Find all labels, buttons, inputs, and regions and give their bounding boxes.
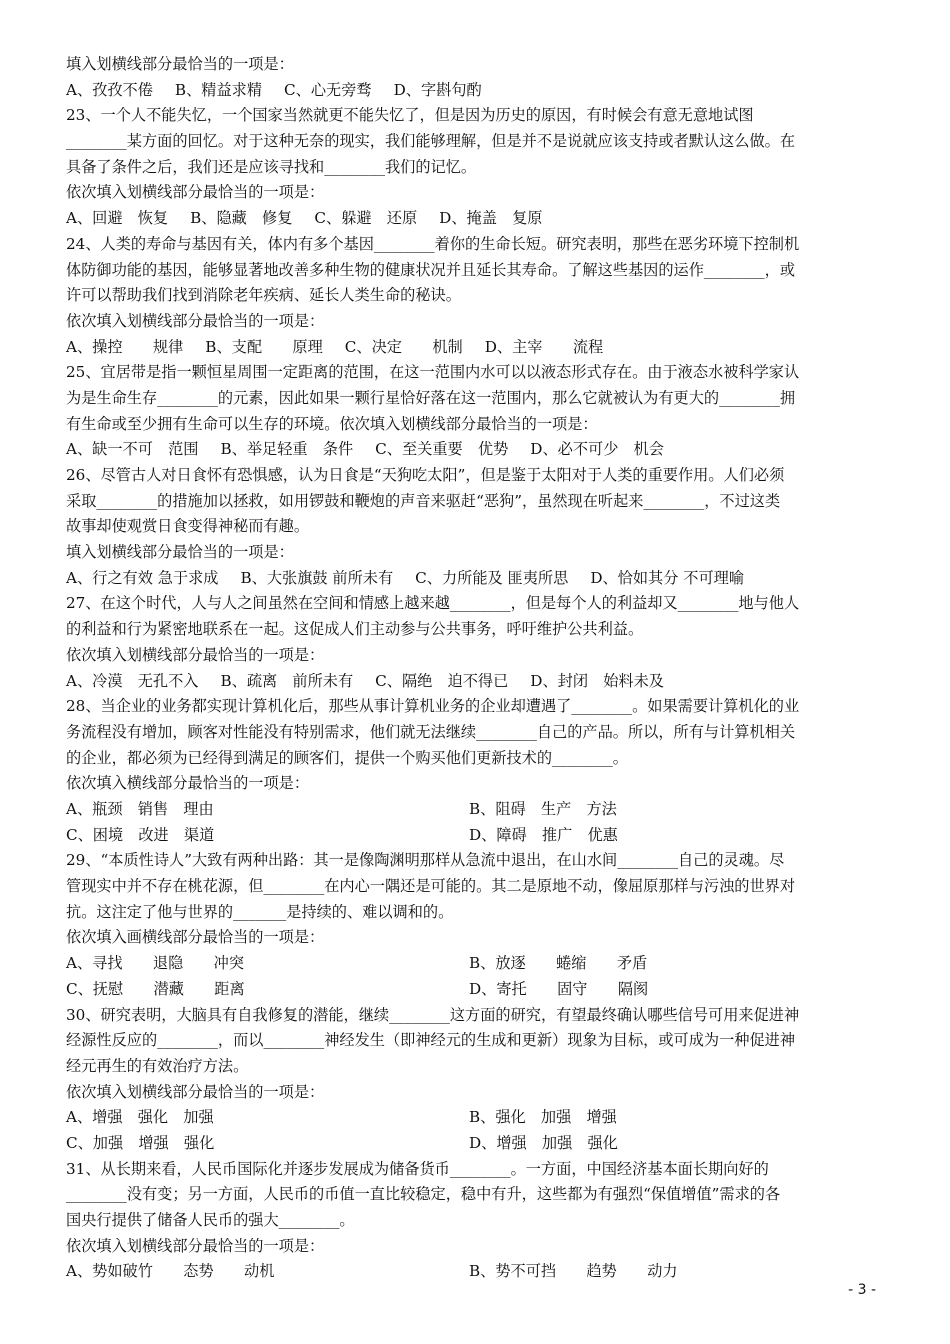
question-text-line: 采取________的措施加以拯救，如用锣鼓和鞭炮的声音来驱赶“恶狗”，虽然现在听起来________，不过这类 bbox=[66, 491, 781, 510]
question-text-line: 故事却使观赏日食变得神秘而有趣。 bbox=[66, 517, 309, 536]
question-block bbox=[66, 848, 878, 1002]
answer-options bbox=[66, 78, 878, 104]
question-text-line: 27、在这个时代，人与人之间虽然在空间和情感上越来越________，但是每个人的利益却又________地与他人 bbox=[66, 594, 800, 613]
answer-option: B、放逐 蜷缩 矛盾 bbox=[469, 954, 648, 973]
answer-option: A、孜孜不倦 bbox=[66, 80, 153, 99]
question-text-line: 依次填入划横线部分最恰当的一项是： bbox=[66, 183, 325, 202]
answer-option: B、强化 加强 增强 bbox=[469, 1108, 617, 1127]
answer-option: D、必不可少 机会 bbox=[530, 440, 664, 459]
question-block bbox=[66, 360, 878, 463]
question-text-line: 许可以帮助我们找到消除老年疾病、延长人类生命的秘诀。 bbox=[66, 286, 461, 305]
question-block bbox=[66, 591, 878, 694]
answer-options bbox=[66, 1105, 878, 1156]
answer-option: D、封闭 始料未及 bbox=[530, 671, 664, 690]
answer-option: D、掩盖 复原 bbox=[439, 209, 543, 228]
answer-option: B、大张旗鼓 前所未有 bbox=[240, 568, 394, 587]
question-text-line: 抗。这注定了他与世界的_______是持续的、难以调和的。 bbox=[66, 902, 454, 921]
question-text-line: 依次填入划横线部分最恰当的一项是： bbox=[66, 645, 325, 664]
answer-option: B、举足轻重 条件 bbox=[220, 440, 354, 459]
question-text-line: 具备了条件之后，我们还是应该寻找和________我们的记忆。 bbox=[66, 157, 477, 176]
question-text-line: 务流程没有增加，顾客对性能没有特别需求，他们就无法继续________自己的产品。所以，所有与计算机相关 bbox=[66, 722, 795, 741]
question-text-line: 经元再生的有效治疗方法。 bbox=[66, 1056, 249, 1075]
answer-option: C、困境 改进 渠道 bbox=[66, 825, 215, 844]
answer-option: A、缺一不可 范围 bbox=[66, 440, 199, 459]
answer-option: C、隔绝 迫不得已 bbox=[375, 671, 509, 690]
question-text-line: 28、当企业的业务都实现计算机化后，那些从事计算机业务的企业却遭遇了________。如果需要计算机化的业 bbox=[66, 697, 800, 716]
answer-options bbox=[66, 669, 878, 695]
document-body bbox=[66, 52, 878, 1285]
answer-options bbox=[66, 566, 878, 592]
question-text-line: 24、人类的寿命与基因有关，体内有多个基因________着你的生命长短。研究表明，那些在恶劣环境下控制机 bbox=[66, 234, 800, 253]
question-block bbox=[66, 103, 878, 231]
question-text-line: 经源性反应的________，而以________神经发生（即神经元的生成和更新）现象为目标，或可成为一种促进神 bbox=[66, 1031, 795, 1050]
answer-option: C、决定 机制 bbox=[344, 337, 463, 356]
question-text-line: ________某方面的回忆。对于这种无奈的现实，我们能够理解，但是并不是说就应该支持或者默认这么做。在 bbox=[66, 132, 795, 151]
question-text-line: 依次填入划横线部分最恰当的一项是： bbox=[66, 311, 325, 330]
answer-options bbox=[66, 951, 878, 1002]
answer-option: A、冷漠 无孔不入 bbox=[66, 671, 199, 690]
question-block bbox=[66, 232, 878, 360]
answer-option: D、恰如其分 不可理喻 bbox=[590, 568, 745, 587]
answer-option: C、抚慰 潜藏 距离 bbox=[66, 979, 245, 998]
question-text-line: 30、研究表明，大脑具有自我修复的潜能，继续________这方面的研究，有望最终确认哪些信号可用来促进神 bbox=[66, 1005, 800, 1024]
question-text-line: 为是生命生存________的元素，因此如果一颗行星恰好落在这一范围内，那么它就被认为有更大的________拥 bbox=[66, 388, 795, 407]
answer-option: B、阻碍 生产 方法 bbox=[469, 799, 617, 818]
answer-option: A、势如破竹 态势 动机 bbox=[66, 1262, 275, 1281]
answer-option: B、疏离 前所未有 bbox=[220, 671, 354, 690]
question-text-line: 的利益和行为紧密地联系在一起。这促成人们主动参与公共事务，呼吁维护公共利益。 bbox=[66, 620, 644, 639]
question-text-line: 的企业，都必须为已经得到满足的顾客们，提供一个购买他们更新技术的________。 bbox=[66, 748, 628, 767]
answer-option: B、支配 原理 bbox=[205, 337, 323, 356]
answer-option: C、至关重要 优势 bbox=[375, 440, 509, 459]
question-text-line: 国央行提供了储备人民币的强大________。 bbox=[66, 1211, 355, 1230]
answer-option: D、寄托 固守 隔阂 bbox=[469, 979, 649, 998]
question-text-line: 29、“本质性诗人”大致有两种出路：其一是像陶渊明那样从急流中退出，在山水间________自己的灵魂。尽 bbox=[66, 851, 785, 870]
question-text-line: 体防御功能的基因，能够显著地改善多种生物的健康状况并且延长其寿命。了解这些基因的运作________，或 bbox=[66, 260, 795, 279]
question-text-line: 依次填入横线部分最恰当的一项是： bbox=[66, 774, 309, 793]
question-text-line: 23、一个人不能失忆，一个国家当然就更不能失忆了，但是因为历史的原因，有时候会有意无意地试图 bbox=[66, 106, 754, 125]
question-text-line: 25、宜居带是指一颗恒星周围一定距离的范围，在这一范围内水可以以液态形式存在。由于液态水被科学家认 bbox=[66, 363, 800, 382]
answer-options bbox=[66, 797, 878, 848]
answer-option: A、增强 强化 加强 bbox=[66, 1108, 214, 1127]
answer-option: A、寻找 退隐 冲突 bbox=[66, 954, 245, 973]
question-block bbox=[66, 694, 878, 848]
page-number: - 3 - bbox=[848, 1282, 876, 1298]
question-text-line: ________没有变；另一方面，人民币的币值一直比较稳定，稳中有升，这些都为有强烈“保值增值”需求的各 bbox=[66, 1185, 781, 1204]
question-text-line: 31、从长期来看，人民币国际化并逐步发展成为储备货币________。一方面，中国经济基本面长期向好的 bbox=[66, 1159, 769, 1178]
answer-option: D、障碍 推广 优惠 bbox=[469, 825, 618, 844]
question-text-line: 依次填入划横线部分最恰当的一项是： bbox=[66, 1236, 325, 1255]
answer-option: A、行之有效 急于求成 bbox=[66, 568, 219, 587]
answer-option: C、躲避 还原 bbox=[314, 209, 418, 228]
question-text-line: 依次填入画横线部分最恰当的一项是： bbox=[66, 928, 325, 947]
answer-option: C、力所能及 匪夷所思 bbox=[415, 568, 569, 587]
answer-option: D、主宰 流程 bbox=[484, 337, 604, 356]
answer-option: B、势不可挡 趋势 动力 bbox=[469, 1262, 678, 1281]
answer-option: B、隐藏 修复 bbox=[190, 209, 293, 228]
question-text-line: 填入划横线部分最恰当的一项是： bbox=[66, 55, 294, 73]
question-block bbox=[66, 463, 878, 591]
question-block bbox=[66, 1157, 878, 1285]
answer-option: D、增强 加强 强化 bbox=[469, 1133, 618, 1152]
answer-option: A、操控 规律 bbox=[66, 337, 184, 356]
question-block bbox=[66, 1003, 878, 1157]
question-list bbox=[66, 52, 878, 1285]
question-block bbox=[66, 52, 878, 103]
answer-option: D、字斟句酌 bbox=[393, 80, 482, 99]
question-text-line: 26、尽管古人对日食怀有恐惧感，认为日食是“天狗吃太阳”，但是鉴于太阳对于人类的重要作用。人们必须 bbox=[66, 466, 785, 484]
answer-options bbox=[66, 1259, 878, 1285]
question-text-line: 填入划横线部分最恰当的一项是： bbox=[66, 543, 294, 562]
answer-options bbox=[66, 437, 878, 463]
answer-option: A、瓶颈 销售 理由 bbox=[66, 799, 214, 818]
question-text-line: 有生命或至少拥有生命可以生存的环境。依次填入划横线部分最恰当的一项是： bbox=[66, 414, 598, 433]
answer-option: C、加强 增强 强化 bbox=[66, 1133, 215, 1152]
question-text-line: 管现实中并不存在桃花源，但________在内心一隅还是可能的。其二是原地不动，像屈原那样与污浊的世界对 bbox=[66, 877, 795, 896]
answer-options bbox=[66, 206, 878, 232]
answer-option: C、心无旁骛 bbox=[284, 80, 372, 99]
answer-option: A、回避 恢复 bbox=[66, 209, 169, 228]
answer-options bbox=[66, 335, 878, 361]
answer-option: B、精益求精 bbox=[174, 80, 263, 99]
question-text-line: 依次填入划横线部分最恰当的一项是： bbox=[66, 1082, 325, 1101]
